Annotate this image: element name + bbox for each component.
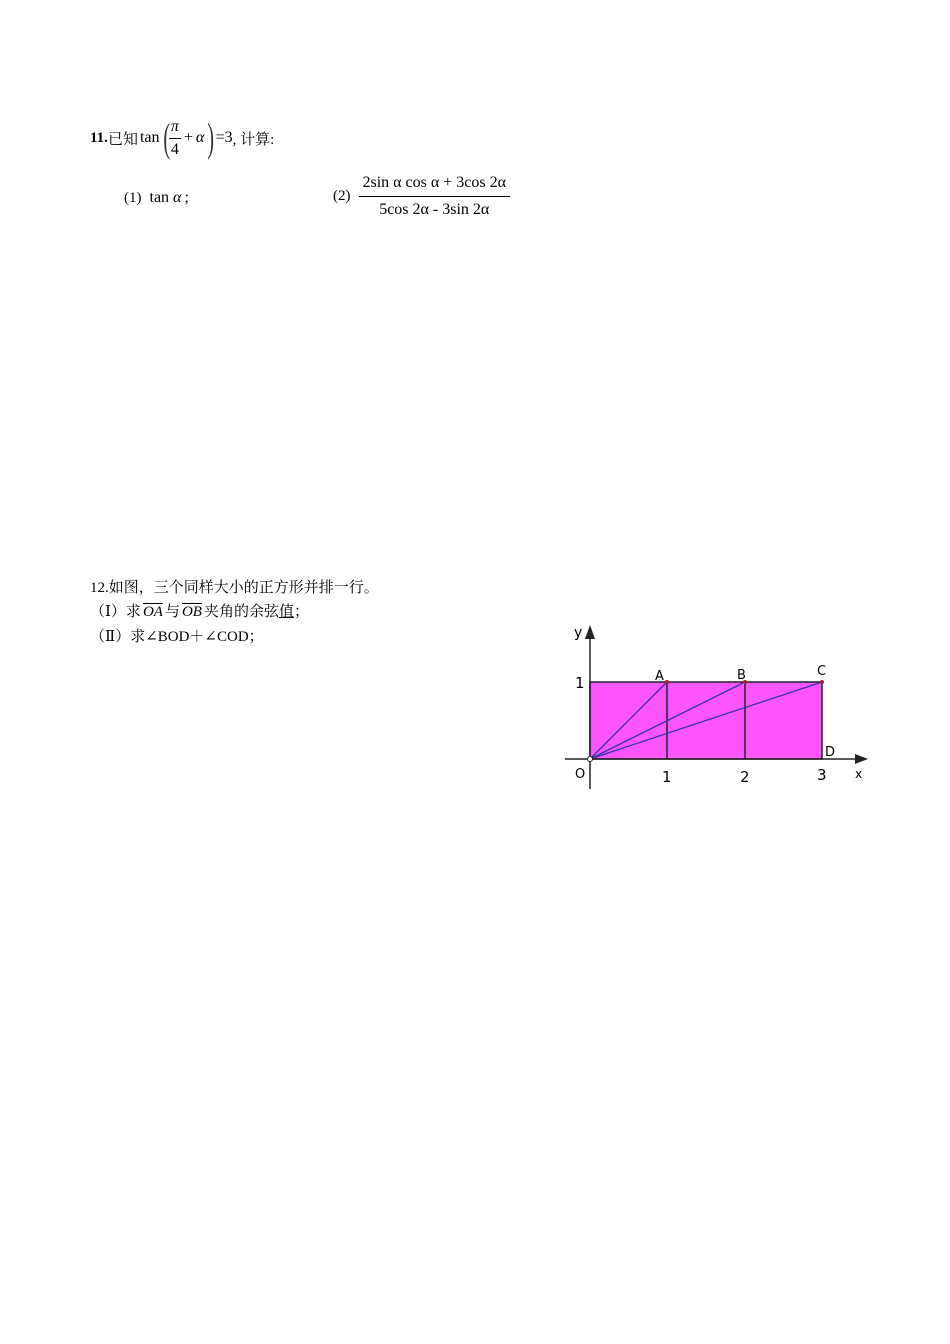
q11-fraction (169, 118, 181, 159)
tick-x3-label: 3 (817, 766, 827, 784)
q11-p2-denominator: 5cos 2α - 3sin 2α (379, 201, 490, 218)
point-b-label: B (737, 668, 746, 683)
q12-part1-rest: 夹角的余弦 (203, 604, 279, 620)
q11-four: 4 (170, 140, 179, 158)
x-axis-arrow (855, 754, 868, 764)
q11-p1-end: ; (184, 189, 189, 206)
y-axis-arrow (585, 625, 595, 639)
point-a-label: A (655, 669, 664, 684)
q11-p2-numerator: 2sin α cos α + 3cos 2α (359, 174, 511, 197)
q12-stem (90, 576, 379, 597)
axis-y-label: y (574, 625, 583, 641)
q11-tail: , 计算: (232, 131, 275, 148)
q12-part2 (90, 625, 264, 646)
point-c-dot (820, 680, 824, 684)
q11-pi: π (169, 118, 181, 139)
tick-y1-label: 1 (575, 674, 585, 692)
origin-dot (588, 757, 593, 762)
q12-part1-with: 与 (164, 604, 180, 620)
q11-p1-label: (1) (124, 189, 142, 206)
q12-part1-open: （Ⅰ）求 (90, 604, 141, 620)
point-c-label: C (817, 664, 827, 679)
right-paren: ) (207, 115, 215, 160)
q11-p1-tan: tan (149, 189, 170, 206)
point-d-label: D (825, 745, 836, 760)
tick-x1-label: 1 (662, 768, 672, 786)
q12-stem-text: 如图，三个同样大小的正方形并排一行。 (108, 580, 379, 596)
q12-number: 12. (90, 580, 109, 596)
q11-part1 (124, 189, 189, 207)
q11-lead: 已知 (107, 131, 138, 148)
axis-x-label: x (855, 767, 863, 781)
q11-p2-fraction (359, 174, 511, 219)
q11-number: 11. (90, 129, 108, 146)
point-a-dot (665, 680, 669, 684)
q11-plus: + (183, 129, 193, 146)
tick-x2-label: 2 (740, 768, 750, 786)
q12-part1-end: ； (293, 604, 309, 620)
origin-label: O (575, 767, 586, 782)
q12-part1 (90, 600, 309, 621)
q11-tan: tan (139, 129, 160, 146)
squares-figure (555, 615, 885, 800)
q11-part2 (333, 174, 510, 219)
q11-p1-alpha: α (173, 189, 182, 206)
left-paren: ( (162, 115, 170, 160)
q11-alpha: α (195, 129, 205, 146)
q11-p2-label: (2) (333, 188, 351, 204)
q12-part1-val: 值 (278, 604, 294, 620)
q12-part2-text: （Ⅱ）求∠BOD＋∠COD； (90, 629, 264, 645)
q11-line (90, 112, 274, 164)
vector-ob: $\overline{OB}$ (181, 604, 202, 620)
vector-oa: $\overline{OA}$ (142, 604, 163, 620)
q11-equals: =3 (215, 129, 233, 146)
